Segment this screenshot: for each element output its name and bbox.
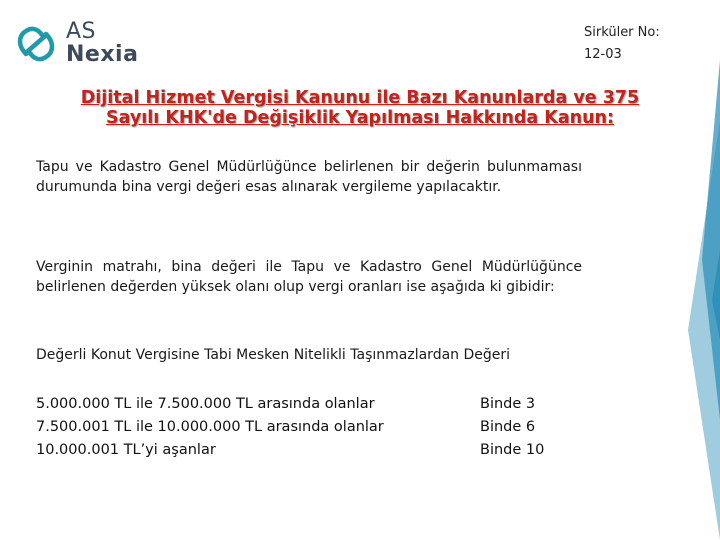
circular-number: 12-03 — [584, 47, 622, 62]
decorative-side-band — [668, 0, 720, 540]
title-line-2: Sayılı KHK'de Değişiklik Yapılması Hakkında Kanun: — [106, 108, 614, 128]
brand-line-1: AS — [66, 19, 97, 44]
rate-value: Binde 3 — [480, 396, 536, 412]
brand-name — [66, 20, 138, 66]
rate-range: 10.000.001 TL’yi aşanlar — [36, 442, 216, 458]
page-title — [30, 88, 690, 128]
tax-rate-list — [36, 393, 544, 462]
brand-line-2: Nexia — [66, 42, 139, 67]
nexia-logo-icon — [16, 24, 56, 64]
rate-row — [36, 393, 544, 416]
circular-label: Sirküler No: — [584, 25, 660, 40]
paragraph-3: Değerli Konut Vergisine Tabi Mesken Nitelikli Taşınmazlardan Değeri — [36, 347, 511, 363]
paragraph-2: Verginin matrahı, bina değeri ile Tapu ve Kadastro Genel Müdürlüğünce belirlenen değerden yüksek olanı olup vergi oranları ise aşağıda ki gibidir: — [36, 259, 582, 295]
circular-info — [584, 22, 660, 66]
as-nexia-logo — [16, 18, 156, 72]
rate-value: Binde 10 — [480, 442, 545, 458]
rate-range: 5.000.000 TL ile 7.500.000 TL arasında olanlar — [36, 396, 375, 412]
title-line-1: Dijital Hizmet Vergisi Kanunu ile Bazı Kanunlarda ve 375 — [80, 88, 640, 108]
rate-value: Binde 6 — [480, 419, 536, 435]
paragraph-1: Tapu ve Kadastro Genel Müdürlüğünce belirlenen bir değerin bulunmaması durumunda bina vergi değeri esas alınarak vergileme yapılacaktır. — [36, 159, 582, 195]
rate-row — [36, 439, 544, 462]
rate-row — [36, 416, 544, 439]
rate-range: 7.500.001 TL ile 10.000.000 TL arasında olanlar — [36, 419, 384, 435]
